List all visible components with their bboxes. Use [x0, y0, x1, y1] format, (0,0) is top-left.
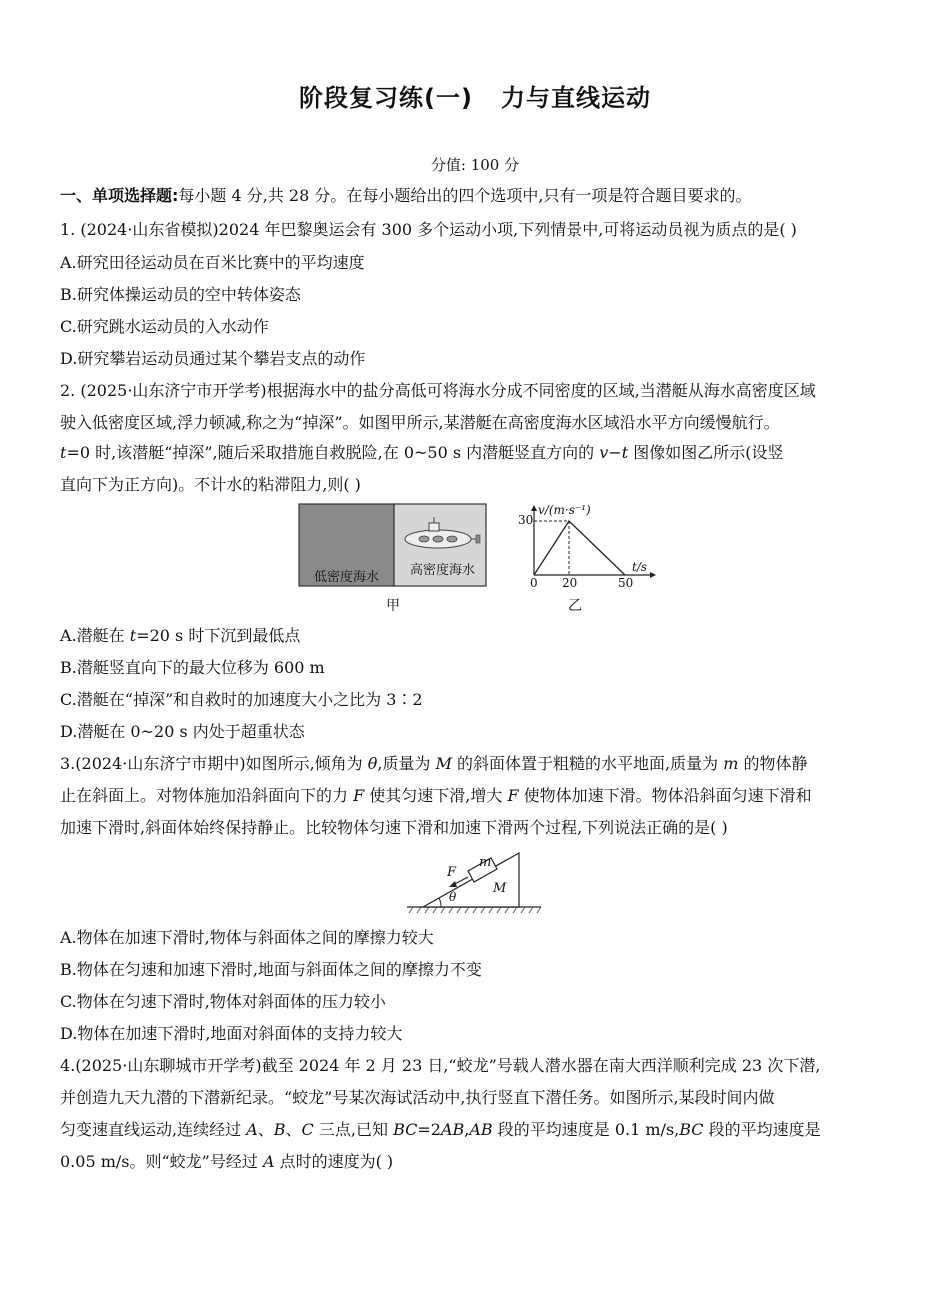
q4-stem-line3: 匀变速直线运动,连续经过 A、B、C 三点,已知 BC=2AB,AB 段的平均速度是 0.1 m/s,BC 段的平均速度是 — [60, 1120, 821, 1139]
title-part1: 阶段复习练(一) — [299, 84, 473, 112]
yi-tick-30: 30 — [518, 513, 534, 527]
q2-option-a: A.潜艇在 t=20 s 时下沉到最低点 — [60, 626, 301, 645]
q2-option-b: B.潜艇竖直向下的最大位移为 600 m — [60, 658, 325, 677]
figure-yi-caption: 乙 — [568, 598, 582, 614]
q2-stem-line4: 直向下为正方向)。不计水的粘滞阻力,则( ) — [60, 475, 361, 494]
q3-stem-line3: 加速下滑时,斜面体始终保持静止。比较物体匀速下滑和加速下滑两个过程,下列说法正确的是( ) — [60, 818, 728, 837]
q3-option-d: D.物体在加速下滑时,地面对斜面体的支持力较大 — [60, 1024, 403, 1043]
page-title — [0, 78, 950, 113]
q3-option-b: B.物体在匀速和加速下滑时,地面与斜面体之间的摩擦力不变 — [60, 960, 482, 979]
figure-jia-caption: 甲 — [386, 598, 400, 614]
section-heading — [60, 186, 751, 206]
q3-stem-line1: 3.(2024·山东济宁市期中)如图所示,倾角为 θ,质量为 M 的斜面体置于粗糙的水平地面,质量为 m 的物体静 — [60, 754, 808, 773]
yi-y-axis-label: v/(m·s⁻¹) — [538, 503, 591, 517]
q3-stem-line2: 止在斜面上。对物体施加沿斜面向下的力 F 使其匀速下滑,增大 F 使物体加速下滑。物体沿斜面匀速下滑和 — [60, 786, 812, 805]
q4-source: (2025·山东聊城市开学考) — [75, 1056, 262, 1075]
wedge-M-label: M — [493, 881, 507, 896]
q4-stem-line2: 并创造九天九潜的下潜新纪录。“蛟龙”号某次海试活动中,执行竖直下潜任务。如图所示,某段时间内做 — [60, 1088, 775, 1107]
section-heading-desc: 每小题 4 分,共 28 分。在每小题给出的四个选项中,只有一项是符合题目要求的。 — [178, 186, 752, 205]
q3-incline-figure — [405, 847, 545, 915]
score-line: 分值: 100 分 — [430, 156, 520, 174]
q1-option-a: A.研究田径运动员在百米比赛中的平均速度 — [60, 253, 365, 272]
q4-stem-line4: 0.05 m/s。则“蛟龙”号经过 A 点时的速度为( ) — [60, 1152, 394, 1171]
high-density-label: 高密度海水 — [410, 563, 476, 578]
q2-option-c: C.潜艇在“掉深”和自救时的加速度大小之比为 3∶2 — [60, 690, 423, 709]
q4-stem-line1: 4.(2025·山东聊城市开学考)截至 2024 年 2 月 23 日,“蛟龙”号载人潜水器在南大西洋顺利完成 23 次下潜, — [60, 1056, 821, 1075]
title-part2: 力与直线运动 — [500, 84, 651, 112]
q2-stem-line1: 2. (2025·山东济宁市开学考)根据海水中的盐分高低可将海水分成不同密度的区域,当潜艇从海水高密度区域 — [60, 381, 816, 400]
q1-option-d: D.研究攀岩运动员通过某个攀岩支点的动作 — [60, 349, 366, 368]
q2-stem-line2: 驶入低密度区域,浮力顿减,称之为“掉深”。如图甲所示,某潜艇在高密度海水区域沿水平方向缓慢航行。 — [60, 413, 780, 432]
q2-stem-line3: t=0 时,该潜艇“掉深”,随后采取措施自救脱险,在 0~50 s 内潜艇竖直方向的 v−t 图像如图乙所示(设竖 — [60, 443, 784, 462]
q2-source: (2025·山东济宁市开学考) — [80, 381, 267, 400]
force-F-label: F — [447, 865, 457, 880]
yi-tick-0: 0 — [530, 576, 538, 590]
low-density-label: 低密度海水 — [314, 570, 380, 585]
q2-option-d: D.潜艇在 0~20 s 内处于超重状态 — [60, 722, 305, 741]
q2-figure-jia — [298, 503, 488, 615]
q1-option-b: B.研究体操运动员的空中转体姿态 — [60, 285, 301, 304]
q3-incline-drawing — [405, 847, 545, 915]
yi-tick-20: 20 — [562, 576, 578, 590]
section-heading-label: 一、单项选择题: — [60, 186, 179, 205]
block-m-label: m — [479, 855, 492, 870]
q1-source: (2024·山东省模拟) — [80, 220, 219, 239]
q2-figure-yi — [512, 503, 662, 615]
q1-option-c: C.研究跳水运动员的入水动作 — [60, 317, 269, 336]
q3-option-c: C.物体在匀速下滑时,物体对斜面体的压力较小 — [60, 992, 386, 1011]
q1-stem: 1. (2024·山东省模拟)2024 年巴黎奥运会有 300 多个运动小项,下列情景中,可将运动员视为质点的是( ) — [60, 220, 797, 239]
q3-option-a: A.物体在加速下滑时,物体与斜面体之间的摩擦力较大 — [60, 928, 434, 947]
q3-source: (2024·山东济宁市期中) — [75, 754, 246, 773]
yi-x-axis-label: t/s — [632, 560, 648, 574]
angle-theta-label: θ — [449, 890, 457, 904]
q2-figure-yi-drawing — [512, 503, 662, 615]
yi-tick-50: 50 — [618, 576, 634, 590]
